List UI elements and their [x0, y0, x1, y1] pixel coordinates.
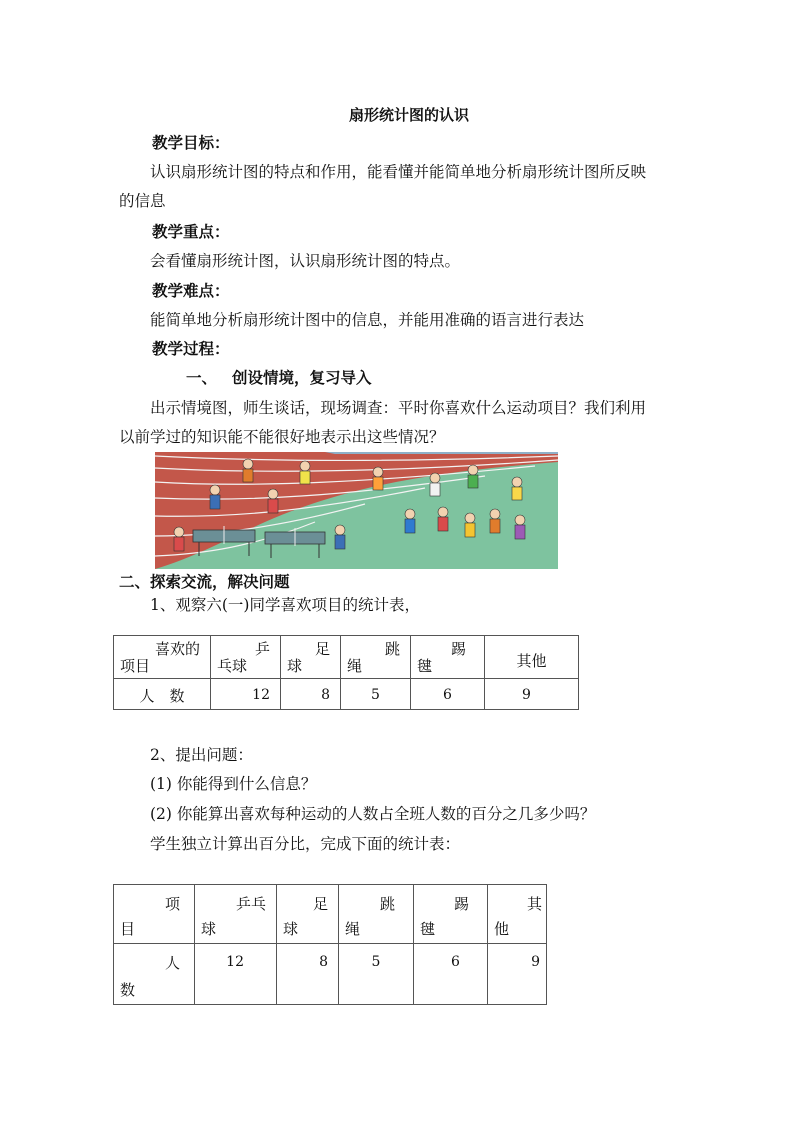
- table2-header-football: [277, 885, 339, 944]
- table2-col-label: 球: [201, 920, 217, 938]
- table1-value: 9: [522, 687, 531, 703]
- step2-heading: 2、提出问题：: [150, 746, 253, 764]
- difficulty-text: 能简单地分析扇形统计图中的信息，并能用准确的语言进行表达: [150, 311, 585, 329]
- table2-header-shuttlecock: [414, 885, 488, 944]
- sports-field-drawing: [155, 452, 558, 569]
- table2-col-label: 乒乓: [235, 895, 266, 913]
- question-1: (1) 你能得到什么信息？: [150, 775, 317, 793]
- table2-col-label: 足: [312, 895, 328, 913]
- table2-header-rope: [339, 885, 414, 944]
- section1-title: 创设情境，复习导入: [232, 368, 372, 387]
- table1-col-label: 其他: [516, 652, 547, 670]
- table2-cell: [339, 944, 414, 1005]
- table2-header-item: [114, 885, 195, 944]
- table1-col-label: 乒: [254, 640, 270, 658]
- table2-col-label: 项: [164, 895, 180, 913]
- table1-col-label: 绳: [347, 657, 363, 675]
- table2-cell: [414, 944, 488, 1005]
- table1-header-a1: 喜欢的: [154, 640, 200, 658]
- goal-heading: 教学目标：: [152, 133, 230, 152]
- table1-col-label: 踢: [450, 640, 466, 658]
- table2-cell: [488, 944, 547, 1005]
- table2-value: 5: [371, 954, 381, 970]
- table1-value: 6: [443, 687, 452, 703]
- page-title: 扇形统计图的认识: [349, 106, 470, 124]
- table1-cell: [341, 679, 411, 710]
- table1-header-a2: 项目: [120, 657, 151, 675]
- table1-value: 8: [321, 687, 330, 703]
- goal-text-line2: 的信息: [119, 192, 166, 210]
- table1-data-row: [114, 679, 579, 710]
- table2-data-row: [114, 944, 547, 1005]
- table1-value: 12: [252, 687, 270, 703]
- table2-col-label: 其: [526, 895, 542, 913]
- table2-row-label-cell: [114, 944, 195, 1005]
- table1-header-rope: [341, 636, 411, 679]
- section1-number: 一、: [186, 368, 218, 387]
- table2-value: 8: [319, 954, 328, 970]
- table1-col-label: 乓球: [217, 657, 248, 675]
- table2-row-label: 人: [164, 954, 180, 972]
- table1-header-shuttlecock: [411, 636, 485, 679]
- table1-col-label: 球: [287, 657, 303, 675]
- table1-header-corner: [114, 636, 211, 679]
- table2-header-pingpong: [195, 885, 277, 944]
- table-favorite-sports: [113, 635, 579, 710]
- table1-cell: [485, 679, 579, 710]
- table2-col-label: 他: [494, 920, 510, 938]
- table1-col-label: 毽: [417, 657, 433, 675]
- table2-col-label: 踢: [453, 895, 469, 913]
- table-percentages: [113, 884, 547, 1005]
- table2-col-label: 球: [283, 920, 299, 938]
- difficulty-heading: 教学难点：: [152, 281, 230, 300]
- table2-header-other: [488, 885, 547, 944]
- table1-header-row: [114, 636, 579, 679]
- section1-text-line1: 出示情境图，师生谈话，现场调查：平时你喜欢什么运动项目？我们利用: [150, 399, 647, 417]
- table2-col-label: 绳: [345, 920, 361, 938]
- table2-value: 12: [226, 954, 244, 970]
- table1-header-other: [485, 636, 579, 679]
- goal-text-line1: 认识扇形统计图的特点和作用，能看懂并能简单地分析扇形统计图所反映: [150, 163, 647, 181]
- table1-header-football: [281, 636, 341, 679]
- table1-cell: [411, 679, 485, 710]
- table2-value: 9: [531, 954, 540, 970]
- table1-header-pingpong: [211, 636, 281, 679]
- sports-field-illustration: [155, 452, 558, 569]
- table2-col-label: 毽: [420, 920, 436, 938]
- table1-col-label: 足: [314, 640, 330, 658]
- key-point-text: 会看懂扇形统计图，认识扇形统计图的特点。: [150, 252, 461, 270]
- table1-row-label: 人 数: [139, 687, 185, 705]
- process-heading: 教学过程：: [152, 339, 230, 358]
- table1-cell: [211, 679, 281, 710]
- table2-col-label: 目: [120, 920, 136, 938]
- key-point-heading: 教学重点：: [152, 222, 230, 241]
- table1-cell: [281, 679, 341, 710]
- question-2: (2) 你能算出喜欢每种运动的人数占全班人数的百分之几多少吗？: [150, 805, 596, 823]
- step1-text: 1、观察六(一)同学喜欢项目的统计表，: [150, 596, 420, 614]
- table2-cell: [277, 944, 339, 1005]
- table1-col-label: 跳: [384, 640, 400, 658]
- section1-text-line2: 以前学过的知识能不能很好地表示出这些情况？: [119, 428, 445, 446]
- table1-row-label-cell: [114, 679, 211, 710]
- section2-title: 二、探索交流，解决问题: [119, 572, 290, 591]
- instruction-text: 学生独立计算出百分比，完成下面的统计表：: [150, 835, 461, 853]
- table2-value: 6: [451, 954, 460, 970]
- table2-col-label: 跳: [379, 895, 395, 913]
- table2-row-label: 数: [120, 981, 136, 999]
- table2-header-row: [114, 885, 547, 944]
- table1-value: 5: [371, 687, 380, 703]
- table2-cell: [195, 944, 277, 1005]
